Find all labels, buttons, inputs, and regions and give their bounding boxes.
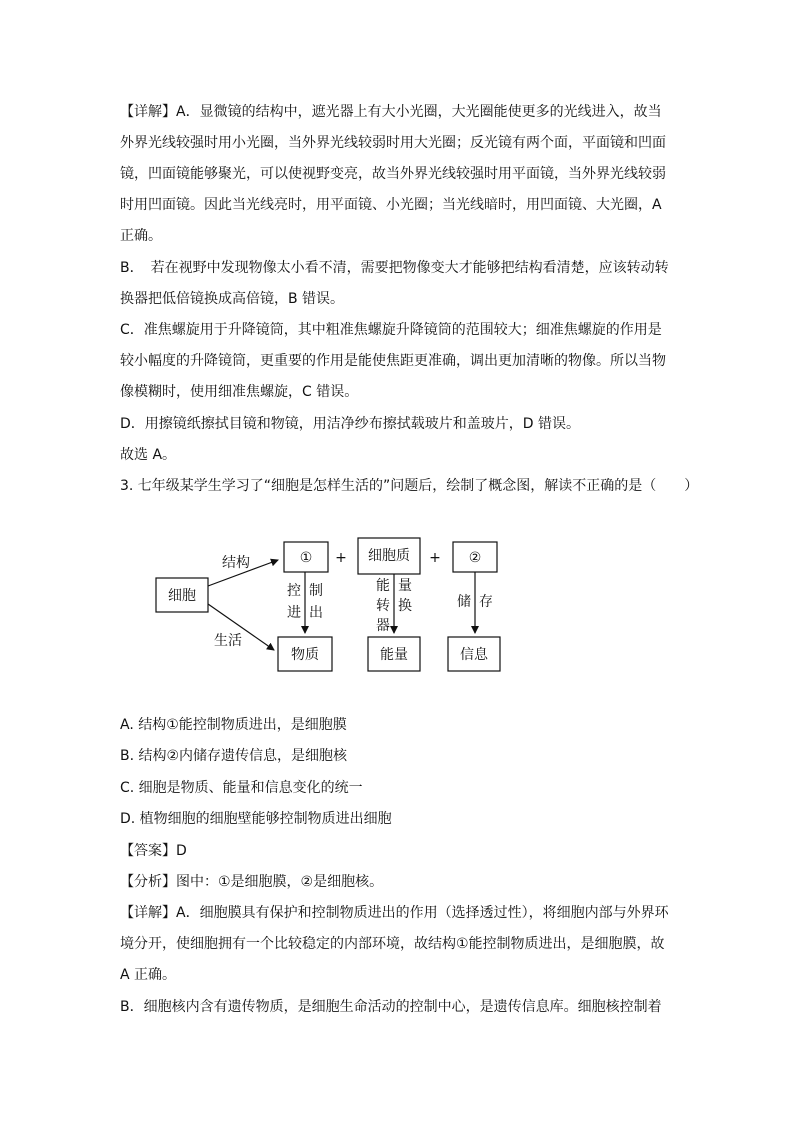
inout-char: 出	[309, 605, 323, 621]
option-d: D. 植物细胞的细胞壁能够控制物质进出细胞	[120, 811, 392, 827]
explanation-line: 较小幅度的升降镜筒，更重要的作用是能使焦距更准确，调出更加清晰的物像。所以当物	[120, 353, 666, 369]
explanation-line: 外界光线较强时用小光圈，当外界光线较弱时用大光圈；反光镜有两个面，平面镜和凹面	[120, 135, 666, 151]
life-label: 生活	[214, 633, 242, 649]
explanation-line: 换器把低倍镜换成高倍镜，B 错误。	[120, 291, 345, 307]
energy-char: 量	[398, 578, 412, 594]
inout-char: 进	[287, 605, 301, 621]
matter-label: 物质	[291, 647, 319, 663]
option-c: C. 细胞是物质、能量和信息变化的统一	[120, 780, 363, 796]
cytoplasm-label: 细胞质	[368, 548, 410, 564]
explanation-line: 像模糊时，使用细准焦螺旋，C 错误。	[120, 384, 359, 400]
info-label: 信息	[460, 647, 488, 663]
option-b: B. 结构②内储存遗传信息，是细胞核	[120, 748, 348, 764]
explanation-line: 故选 A。	[120, 447, 177, 463]
device-char: 器	[376, 618, 390, 634]
option-a: A. 结构①能控制物质进出，是细胞膜	[120, 717, 347, 733]
control-char: 控	[287, 583, 301, 599]
store-char: 储	[457, 594, 471, 610]
explanation-line: C．准焦螺旋用于升降镜筒，其中粗准焦螺旋升降镜筒的范围较大；细准焦螺旋的作用是	[120, 322, 662, 338]
explanation-line: 【详解】A．细胞膜具有保护和控制物质进出的作用（选择透过性），将细胞内部与外界环	[120, 905, 669, 921]
analysis-text: 【分析】图中：①是细胞膜，②是细胞核。	[120, 874, 384, 890]
answer-text: 【答案】D	[120, 843, 187, 859]
box2-label: ②	[468, 550, 482, 566]
explanation-line: 镜，凹面镜能够聚光，可以使视野变亮，故当外界光线较强时用平面镜，当外界光线较弱	[120, 166, 666, 182]
plus-sign: +	[429, 550, 441, 566]
explanation-line: B． 若在视野中发现物像太小看不清，需要把物像变大才能够把结构看清楚，应该转动转	[120, 260, 669, 276]
store-char: 存	[479, 594, 493, 610]
explanation-line: 境分开，使细胞拥有一个比较稳定的内部环境，故结构①能控制物质进出，是细胞膜，故	[120, 936, 665, 952]
control-char: 制	[309, 583, 323, 599]
explanation-line: A 正确。	[120, 967, 177, 983]
explanation-line: 时用凹面镜。因此当光线亮时，用平面镜、小光圈；当光线暗时，用凹面镜、大光圈，A	[120, 197, 662, 213]
energy-label: 能量	[380, 647, 408, 663]
question-text: 3. 七年级某学生学习了“细胞是怎样生活的”问题后，绘制了概念图，解读不正确的是（ ）	[120, 478, 699, 494]
cell-label: 细胞	[168, 588, 196, 604]
convert-char: 转	[376, 598, 390, 614]
explanation-line: B．细胞核内含有遗传物质，是细胞生命活动的控制中心，是遗传信息库。细胞核控制着	[120, 999, 662, 1015]
explanation-line: D．用擦镜纸擦拭目镜和物镜，用洁净纱布擦拭载玻片和盖玻片，D 错误。	[120, 416, 581, 432]
plus-sign: +	[335, 550, 347, 566]
energy-char: 能	[376, 578, 390, 594]
box1-label: ①	[299, 550, 313, 566]
explanation-line: 【详解】A．显微镜的结构中，遮光器上有大小光圈，大光圈能使更多的光线进入，故当	[120, 104, 662, 120]
convert-char: 换	[398, 598, 412, 614]
explanation-line: 正确。	[120, 228, 162, 244]
structure-label: 结构	[222, 555, 250, 571]
